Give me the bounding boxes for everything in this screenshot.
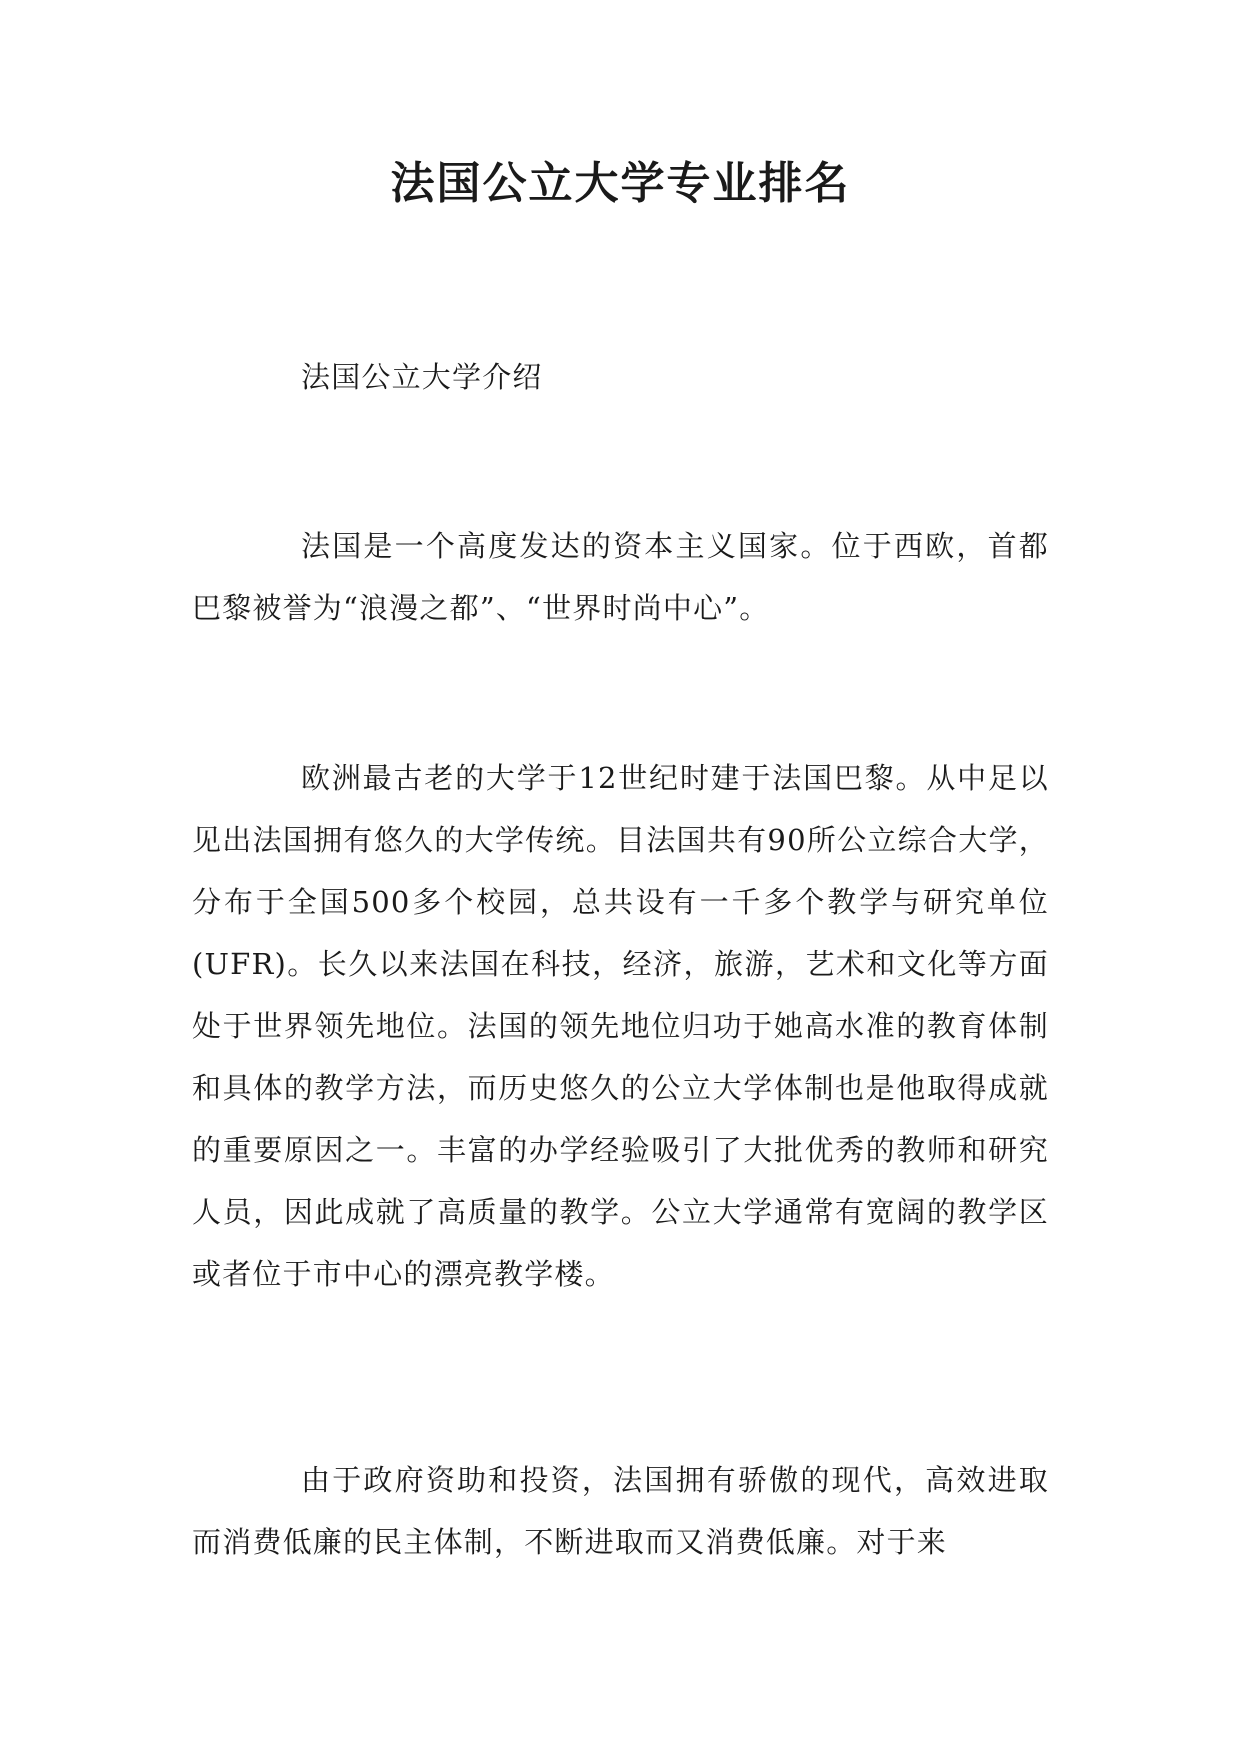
paragraph-history: 欧洲最古老的大学于12世纪时建于法国巴黎。从中足以见出法国拥有悠久的大学传统。目法国共有90所公立综合大学，分布于全国500多个校园，总共设有一千多个教学与研究单位(UFR)。长久以来法国在科技，经济，旅游，艺术和文化等方面处于世界领先地位。法国的领先地位归功于她高水准的教育体制和具体的教学方法，而历史悠久的公立大学体制也是他取得成就的重要原因之一。丰富的办学经验吸引了大批优秀的教师和研究人员，因此成就了高质量的教学。公立大学通常有宽阔的教学区或者位于市中心的漂亮教学楼。	[192, 761, 1049, 1291]
paragraph-government: 由于政府资助和投资，法国拥有骄傲的现代，高效进取而消费低廉的民主体制，不断进取而又消费低廉。对于来	[192, 1463, 1049, 1559]
document-title: 法国公立大学专业排名	[390, 158, 851, 209]
section-heading: 法国公立大学介绍	[301, 360, 543, 394]
paragraph-intro: 法国是一个高度发达的资本主义国家。位于西欧，首都巴黎被誉为“浪漫之都”、“世界时尚中心”。	[192, 529, 1049, 625]
